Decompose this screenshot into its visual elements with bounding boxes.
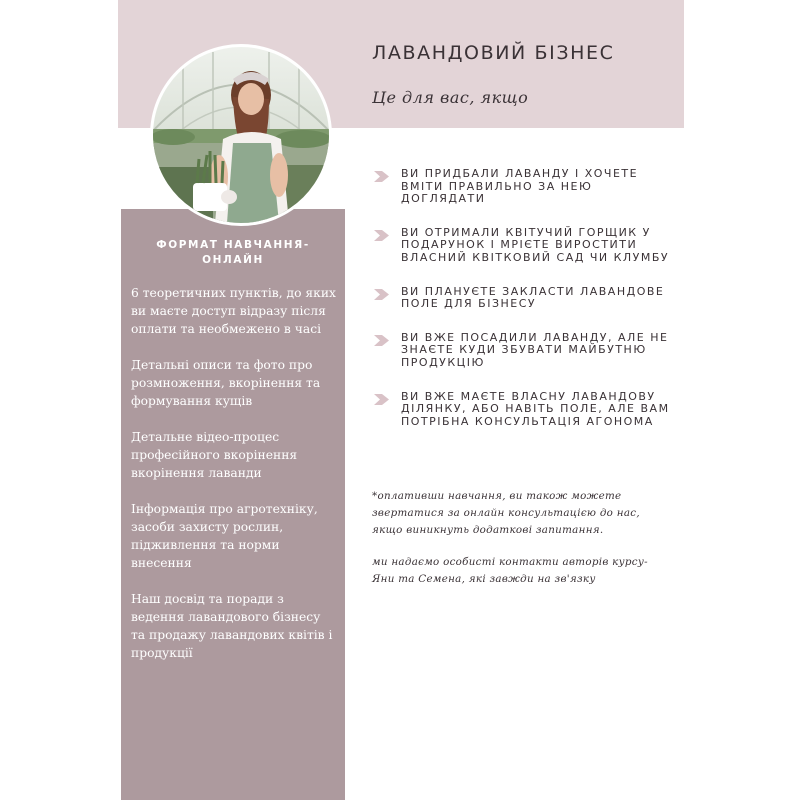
audience-item-text: ВИ ОТРИМАЛИ КВІТУЧИЙ ГОРЩИК У ПОДАРУНОК І МРІЄТЕ ВИРОСТИТИ ВЛАСНИЙ КВІТКОВИЙ САД ЧИ КЛУМБУ	[401, 225, 670, 264]
chevron-right-icon	[372, 170, 390, 183]
audience-item	[372, 227, 672, 265]
sidebar-feature-item: Детальне відео-процес професійного вкорінення вкорінення лаванди	[131, 430, 298, 480]
sidebar-feature-item: Наш досвід та поради з ведення лавандового бізнесу та продажу лавандових квітів і продукції	[131, 592, 333, 660]
audience-item	[372, 286, 672, 311]
sidebar-heading-line1: ФОРМАТ НАВЧАННЯ-	[156, 239, 310, 251]
sidebar-feature-item: 6 теоретичних пунктів, до яких ви маєте доступ відразу після оплати та необмежено в часі	[131, 286, 336, 336]
audience-list	[372, 168, 672, 449]
page-title: ЛАВАНДОВИЙ БІЗНЕС	[372, 42, 615, 64]
consultation-note: *оплативши навчання, ви також можете звертатися за онлайн консультацією до нас, якщо виникнуть додаткові запитання.	[372, 490, 640, 536]
greenhouse-photo-illustration	[153, 47, 329, 223]
audience-item-text: ВИ ВЖЕ ПОСАДИЛИ ЛАВАНДУ, АЛЕ НЕ ЗНАЄТЕ КУДИ ЗБУВАТИ МАЙБУТНЮ ПРОДУКЦІЮ	[401, 330, 669, 369]
page-subtitle: Це для вас, якщо	[372, 88, 529, 107]
sidebar-feature-item: Детальні описи та фото про розмноження, вкорінення та формування кущів	[131, 358, 321, 408]
sidebar-heading	[121, 238, 345, 268]
chevron-right-icon	[372, 393, 390, 406]
chevron-right-icon	[372, 288, 390, 301]
audience-item	[372, 391, 672, 429]
woman-with-lavender-pot-photo	[153, 47, 329, 223]
sidebar-heading-line2: ОНЛАЙН	[202, 254, 264, 266]
sidebar-feature-list	[131, 284, 336, 680]
audience-item-text: ВИ ПЛАНУЄТЕ ЗАКЛАСТИ ЛАВАНДОВЕ ПОЛЕ ДЛЯ БІЗНЕСУ	[401, 284, 665, 311]
contacts-note: ми надаємо особисті контакти авторів курсу- Яни та Семена, які завжди на зв'язку	[372, 556, 648, 585]
chevron-right-icon	[372, 334, 390, 347]
audience-item-text: ВИ ВЖЕ МАЄТЕ ВЛАСНУ ЛАВАНДОВУ ДІЛЯНКУ, АБО НАВІТЬ ПОЛЕ, АЛЕ ВАМ ПОТРІБНА КОНСУЛЬТАЦІЯ АГОНОМА	[401, 389, 670, 428]
audience-item-text: ВИ ПРИДБАЛИ ЛАВАНДУ І ХОЧЕТЕ ВМІТИ ПРАВИЛЬНО ЗА НЕЮ ДОГЛЯДАТИ	[401, 167, 639, 206]
chevron-right-icon	[372, 229, 390, 242]
sidebar-feature-item: Інформація про агротехніку, засоби захисту рослин, підживлення та норми внесення	[131, 502, 318, 570]
audience-item	[372, 168, 672, 206]
audience-item	[372, 332, 672, 370]
